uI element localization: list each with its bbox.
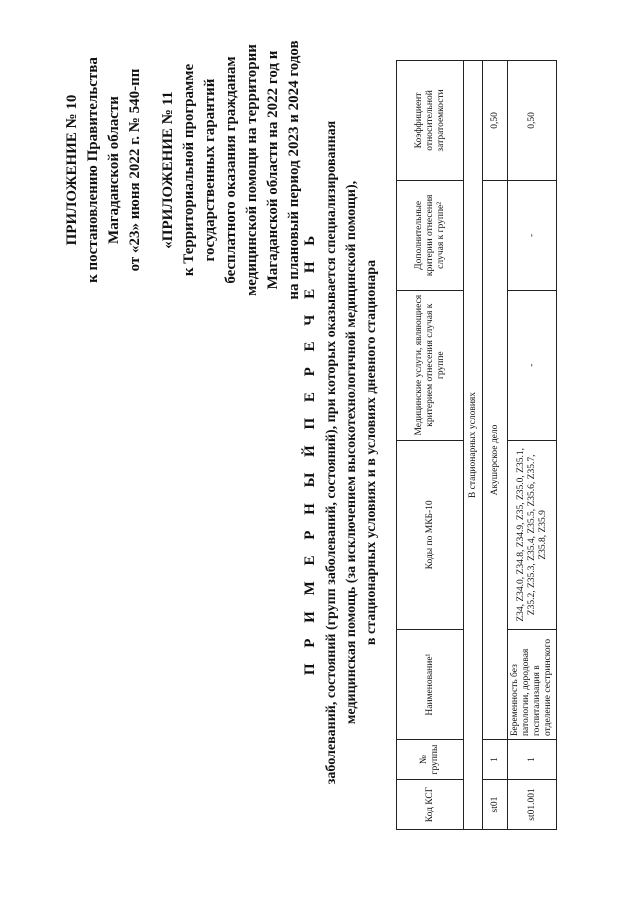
cell-name: Беременность без патологии, дородовая госпитализация в отделение сестринского [508,630,557,740]
header-services: Медицинские услуги, являющиеся критерием отнесения случая к группе [397,290,464,440]
cell-services: - [508,290,557,440]
appendix-text: к Территориальной программе [181,63,197,277]
appendix-text: Магаданской области на 2022 год и [265,50,281,290]
cell-code: st01 [483,780,508,830]
header-extra-criteria: Дополнительные критерии отнесения случая к группе² [397,180,464,290]
cell-coefficient: 0,50 [483,61,508,181]
cell-icd: Z34, Z34.0, Z34.8, Z34.9, Z35, Z35.0, Z35.1, Z35.2, Z35.3, Z35.4, Z35.5, Z35.6, Z35.7, Z35.8, Z35.9 [508,440,557,630]
header-coefficient: Коэффициент относительной затратоемкости [397,61,464,181]
title-heading: П Р И М Е Р Н Ы Й П Е Р Е Ч Е Н Ь [302,229,318,676]
cell-code: st01.001 [508,780,557,830]
header-code: Код КСГ [397,780,464,830]
title-line: в стационарных условиях и в условиях дневного стационара [364,259,379,646]
appendix-text: медицинской помощи на территории [244,44,260,296]
table-row [508,61,557,830]
title-line: заболеваний, состояний (групп заболеваний, состояний), при которых оказывается специализированная [324,120,339,785]
appendix-text: на плановый период 2023 и 2024 годов [286,40,302,300]
cell-coefficient: 0,50 [508,61,557,181]
ksg-table [396,60,557,830]
appendix-number: «ПРИЛОЖЕНИЕ № 11 [160,91,176,249]
header-group-number: № группы [397,740,464,780]
header-name: Наименование¹ [397,630,464,740]
header-icd: Коды по МКБ-10 [397,440,464,630]
appendix-number: ПРИЛОЖЕНИЕ № 10 [64,94,80,246]
appendix-text: к постановлению Правительства [85,57,101,283]
appendix-date: от «23» июня 2022 г. № 540-пп [127,68,143,272]
table-section-row [464,61,483,830]
appendix-text: бесплатного оказания гражданам [223,56,239,284]
appendix-text: Магаданской области [106,96,122,244]
appendix-text: государственных гарантий [202,78,218,262]
appendix-block [62,20,305,320]
table-header-row [397,61,464,830]
cell-group-number: 1 [508,740,557,780]
title-line: медицинская помощь (за исключением высокотехнологичной медицинской помощи), [344,180,359,725]
document-title [300,80,382,825]
section-label: В стационарных условиях [464,61,483,830]
cell-name: Акушерское дело [483,180,508,739]
cell-group-number: 1 [483,740,508,780]
cell-extra-criteria: - [508,180,557,290]
table-row [483,61,508,830]
